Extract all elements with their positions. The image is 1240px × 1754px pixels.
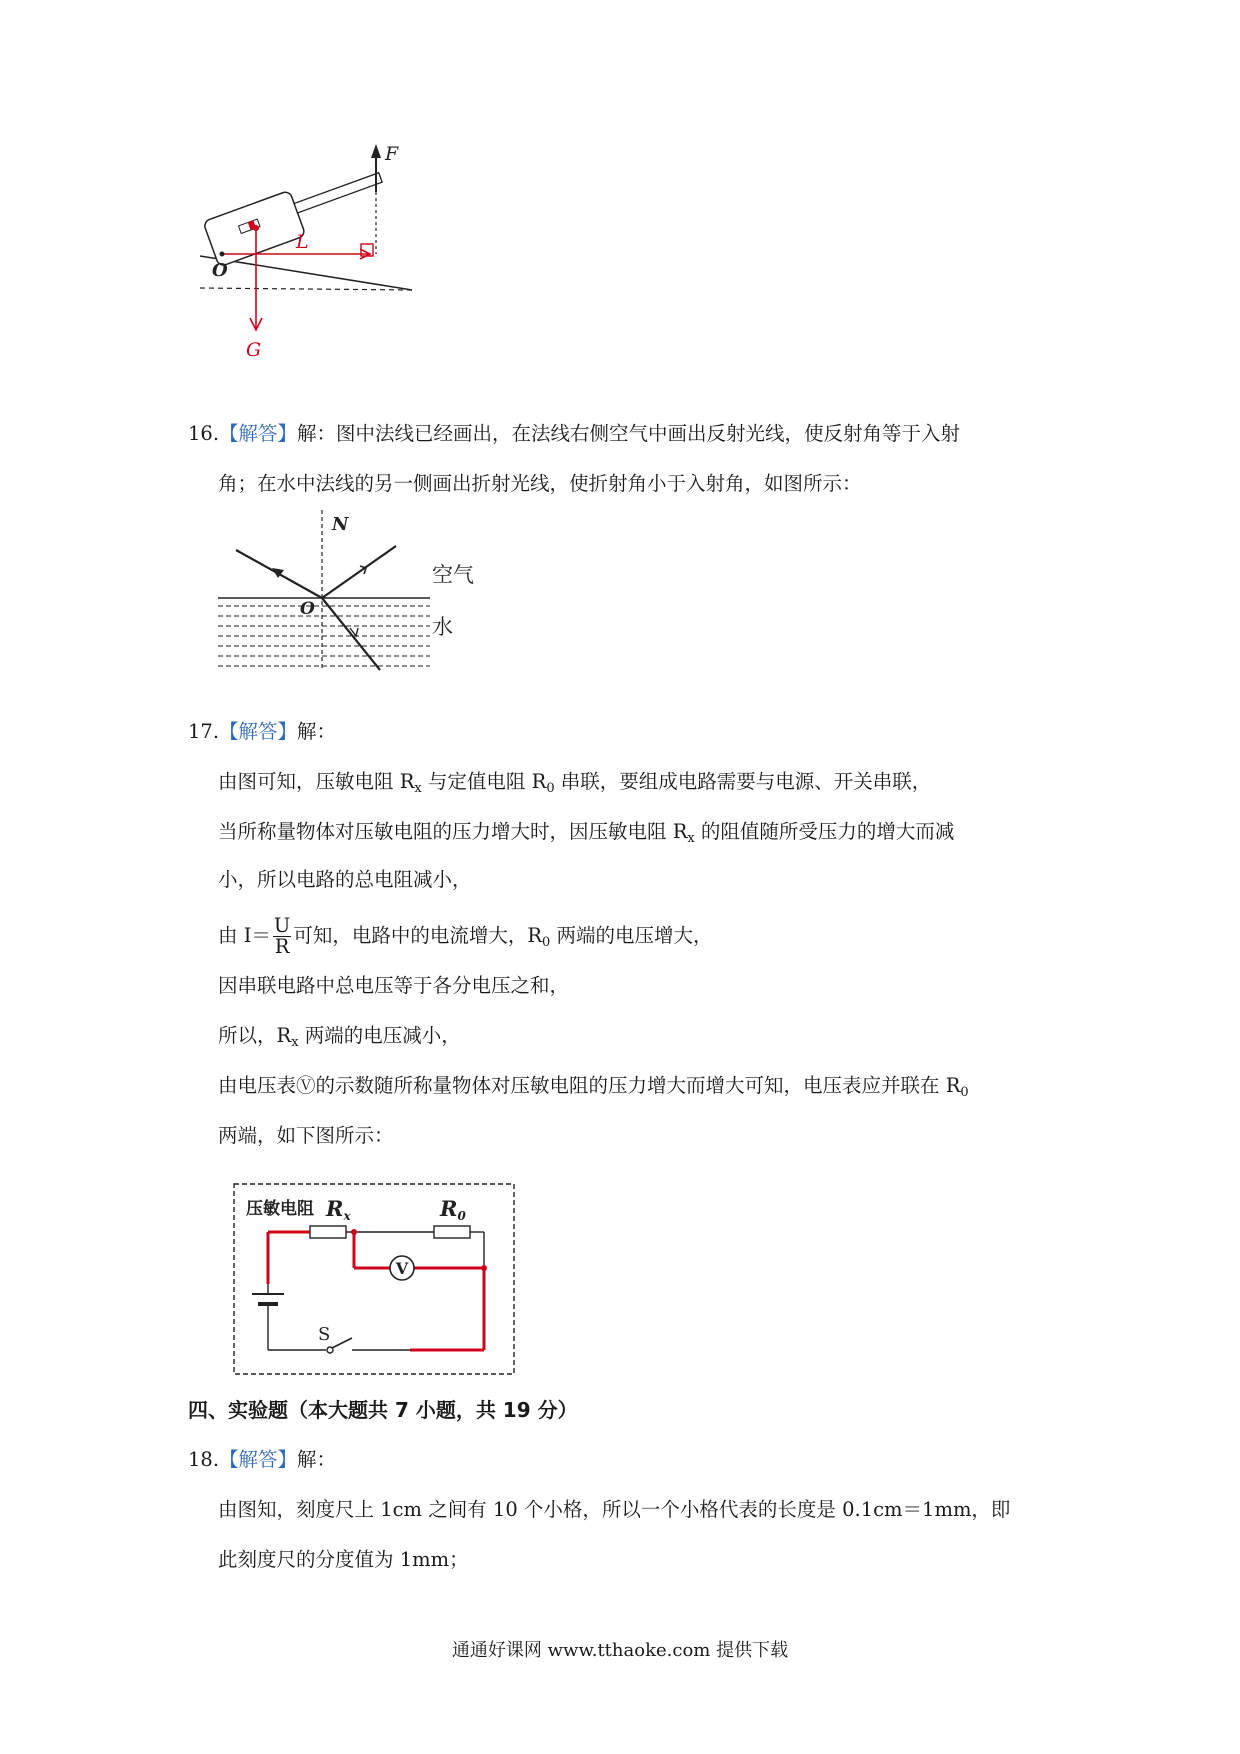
q16-text1: 解：图中法线已经画出，在法线右侧空气中画出反射光线，使反射角等于入射 (297, 422, 961, 445)
q17-l4c: 两端的电压增大， (550, 924, 713, 947)
sub-x: x (414, 781, 422, 796)
fraction-numerator: U (273, 914, 291, 937)
sub-0: 0 (960, 1085, 969, 1100)
q18-line2: 此刻度尺的分度值为 1mm； (218, 1548, 469, 1571)
sub-0: 0 (546, 781, 555, 796)
air-label: 空气 (432, 563, 474, 587)
normal-label: N (332, 514, 349, 535)
q18-number: 18. (188, 1448, 220, 1471)
q16-line2: 角；在水中法线的另一侧画出折射光线，使折射角小于入射角，如图所示： (218, 472, 862, 495)
q18-line1: 由图知，刻度尺上 1cm 之间有 10 个小格，所以一个小格代表的长度是 0.1cm＝1mm，即 (218, 1498, 1011, 1521)
sub-0: 0 (542, 935, 551, 950)
q18-line0 (188, 1446, 336, 1474)
q17-intro: 解： (297, 720, 337, 743)
q17-line5: 因串联电路中总电压等于各分电压之和， (218, 974, 570, 997)
water-label: 水 (432, 615, 453, 639)
q17-l1a: 由图可知，压敏电阻 R (218, 770, 415, 793)
q17-bracket: 【解答】 (219, 720, 298, 743)
sub-x: x (687, 831, 695, 846)
q17-l6a: 所以，R (218, 1024, 292, 1047)
voltmeter-label: V (395, 1259, 409, 1278)
arm-label: L (296, 231, 309, 253)
q17-line0 (188, 718, 336, 746)
q18-bracket: 【解答】 (219, 1448, 298, 1471)
q17-line6 (218, 1022, 461, 1057)
fraction-denominator: R (274, 935, 290, 958)
force-label: F (385, 143, 399, 165)
q17-l6b: 两端的电压减小， (298, 1024, 461, 1047)
pivot-label: O (212, 260, 228, 281)
rx-label: Rx (326, 1196, 351, 1223)
q17-line8: 两端，如下图所示： (218, 1124, 394, 1147)
q17-l7a: 由电压表Ⓥ的示数随所称量物体对压敏电阻的压力增大而增大可知，电压表应并联在 R (218, 1074, 961, 1097)
q17-l2a: 当所称量物体对压敏电阻的压力增大时，因压敏电阻 R (218, 820, 688, 843)
q17-number: 17. (188, 720, 220, 743)
section-heading: 四、实验题（本大题共 7 小题，共 19 分） (188, 1398, 578, 1422)
q17-line1 (218, 768, 931, 803)
footer-credit: 通通好课网 www.tthaoke.com 提供下载 (451, 1640, 789, 1661)
q17-line3: 小，所以电路的总电阻减小， (218, 868, 472, 891)
q17-l4b: 可知，电路中的电流增大，R (293, 924, 543, 947)
light-figure (210, 510, 490, 690)
q16-number: 16. (188, 422, 220, 445)
ohm-fraction (273, 916, 291, 957)
q16-bracket: 【解答】 (219, 422, 298, 445)
q18-intro: 解： (297, 1448, 337, 1471)
switch-label: S (318, 1324, 331, 1345)
gravity-label: G (246, 339, 262, 361)
q17-line7 (218, 1072, 969, 1107)
q17-l1c: 串联，要组成电路需要与电源、开关串联， (554, 770, 932, 793)
q16-line1 (188, 420, 960, 448)
r0-label: R0 (440, 1196, 466, 1223)
pressure-resistor-label: 压敏电阻 (246, 1199, 314, 1219)
rx-resistor (310, 1226, 346, 1238)
r0-resistor (434, 1226, 470, 1238)
q17-l4a: 由 I＝ (218, 924, 271, 947)
q17-line2 (218, 818, 954, 853)
q17-l2b: 的阻值随所受压力的增大而减 (694, 820, 955, 843)
q17-line4 (218, 916, 713, 957)
incidence-point-label: O (300, 599, 315, 619)
q17-l1b: 与定值电阻 R (421, 770, 547, 793)
sub-x: x (291, 1035, 299, 1050)
lever-figure (200, 140, 480, 410)
circuit-figure (230, 1180, 520, 1380)
